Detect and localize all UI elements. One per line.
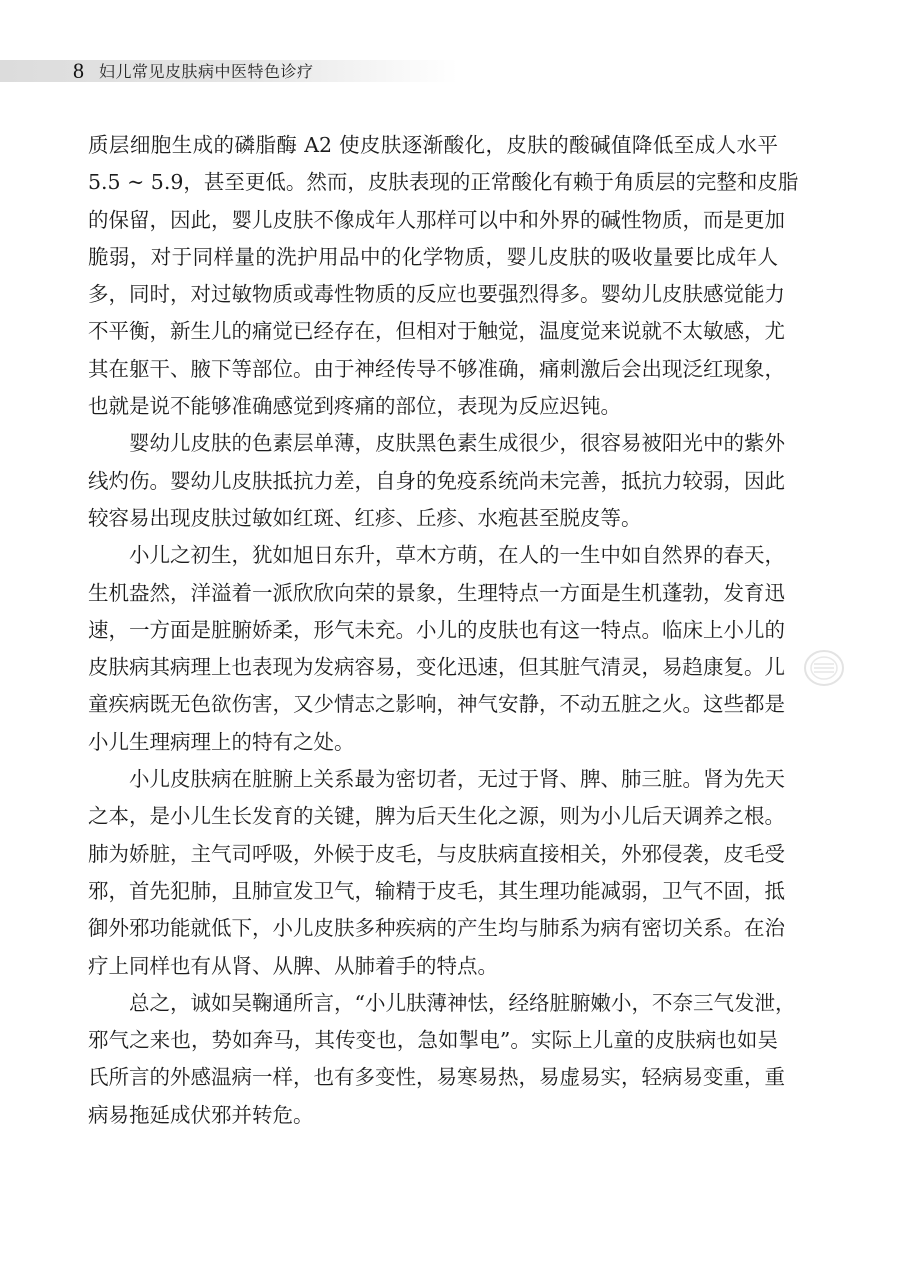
text-line: 邪气之来也，势如奔马，其传变也，急如掣电”。实际上儿童的皮肤病也如吴 bbox=[88, 1028, 778, 1053]
text-line: 病易拖延成伏邪并转危。 bbox=[88, 1102, 314, 1127]
paragraph bbox=[88, 761, 785, 985]
paragraph bbox=[88, 127, 799, 425]
text-line: 多，同时，对过敏物质或毒性物质的反应也要强烈得多。婴幼儿皮肤感觉能力 bbox=[88, 282, 785, 307]
text-line: 的保留，因此，婴儿皮肤不像成年人那样可以中和外界的碱性物质，而是更加 bbox=[88, 207, 785, 232]
text-line: 也就是说不能够准确感觉到疼痛的部位，表现为反应迟钝。 bbox=[88, 394, 621, 419]
text-line: 疗上同样也有从肾、从脾、从肺着手的特点。 bbox=[88, 953, 498, 978]
text-line: 肺为娇脏，主气司呼吸，外候于皮毛，与皮肤病直接相关，外邪侵袭，皮毛受 bbox=[88, 841, 785, 866]
text-line: 婴幼儿皮肤的色素层单薄，皮肤黑色素生成很少，很容易被阳光中的紫外 bbox=[129, 431, 785, 456]
page-number: 8 bbox=[73, 58, 84, 83]
text-line: 速，一方面是脏腑娇柔，形气未充。小儿的皮肤也有这一特点。临床上小儿的 bbox=[88, 617, 785, 642]
text-line: 不平衡，新生儿的痛觉已经存在，但相对于触觉，温度觉来说就不太敏感，尤 bbox=[88, 319, 785, 344]
running-title: 妇儿常见皮肤病中医特色诊疗 bbox=[99, 62, 314, 81]
text-line: 脆弱，对于同样量的洗护用品中的化学物质，婴儿皮肤的吸收量要比成年人 bbox=[88, 244, 778, 269]
text-line: 之本，是小儿生长发育的关键，脾为后天生化之源，则为小儿后天调养之根。 bbox=[88, 804, 785, 829]
paragraph bbox=[88, 537, 785, 761]
text-line: 总之，诚如吴鞠通所言，“小儿肤薄神怯，经络脏腑嫩小，不奈三气发泄， bbox=[129, 990, 796, 1015]
paragraph bbox=[88, 425, 785, 537]
body-text bbox=[88, 127, 799, 1134]
text-line: 小儿生理病理上的特有之处。 bbox=[88, 729, 355, 754]
text-line: 较容易出现皮肤过敏如红斑、红疹、丘疹、水疱甚至脱皮等。 bbox=[88, 505, 642, 530]
text-line: 邪，首先犯肺，且肺宣发卫气，输精于皮毛，其生理功能减弱，卫气不固，抵 bbox=[88, 878, 785, 903]
text-line: 小儿之初生，犹如旭日东升，草木方萌，在人的一生中如自然界的春天， bbox=[129, 543, 785, 568]
text-line: 小儿皮肤病在脏腑上关系最为密切者，无过于肾、脾、肺三脏。肾为先天 bbox=[129, 767, 785, 792]
text-line: 皮肤病其病理上也表现为发病容易，变化迅速，但其脏气清灵，易趋康复。儿 bbox=[88, 655, 785, 680]
paragraph bbox=[88, 985, 796, 1134]
circular-seal-watermark-icon bbox=[800, 648, 846, 688]
text-line: 氏所言的外感温病一样，也有多变性，易寒易热，易虚易实，轻病易变重，重 bbox=[88, 1065, 785, 1090]
text-line: 御外邪功能就低下，小儿皮肤多种疾病的产生均与肺系为病有密切关系。在治 bbox=[88, 916, 785, 941]
text-line: 童疾病既无色欲伤害，又少情志之影响，神气安静，不动五脏之火。这些都是 bbox=[88, 692, 785, 717]
text-line: 线灼伤。婴幼儿皮肤抵抗力差，自身的免疫系统尚未完善，抵抗力较弱，因此 bbox=[88, 468, 785, 493]
text-line: 质层细胞生成的磷脂酶 A2 使皮肤逐渐酸化，皮肤的酸碱值降低至成人水平 bbox=[88, 133, 778, 157]
text-line: 5.5 ~ 5.9，甚至更低。然而，皮肤表现的正常酸化有赖于角质层的完整和皮脂 bbox=[88, 170, 799, 195]
text-line: 生机盎然，洋溢着一派欣欣向荣的景象，生理特点一方面是生机蓬勃，发育迅 bbox=[88, 580, 785, 605]
text-line: 其在躯干、腋下等部位。由于神经传导不够准确，痛刺激后会出现泛红现象， bbox=[88, 356, 785, 381]
